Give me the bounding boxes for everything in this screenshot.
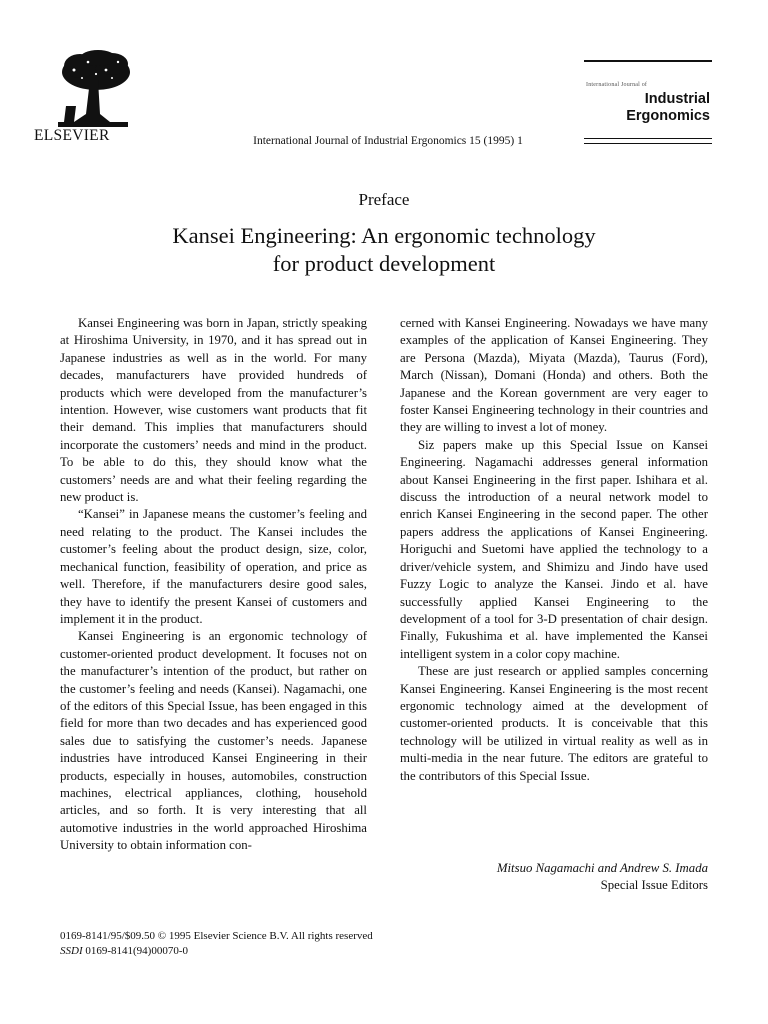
editor-signature [400, 860, 708, 895]
signature-role: Special Issue Editors [600, 878, 708, 893]
journal-name [626, 91, 710, 125]
publisher-name: ELSEVIER [34, 127, 110, 144]
article-title-line1: Kansei Engineering: An ergonomic technology [172, 223, 596, 248]
paragraph: Siz papers make up this Special Issue on Kansei Engineering. Nagamachi addresses general information about Kansei Engineering in the first paper. Ishihara et al. discuss the introduction of a neural network model to enrich Kansei Engineering in the second paper. The other papers address the applications of Kansei Engineering. Horiguchi and Suetomi have applied the technology to a driver/vehicle system, and Shimizu and Jindo have used Fuzzy Logic to analyze the Kansei. Jindo et al. have successfully applied Kansei Engineering to the development of a tool for 3-D presentation of chair design. Finally, Fukushima et al. have implemented the Kansei intelligent system in a color copy machine. [400, 437, 708, 661]
article-title-line2: for product development [272, 251, 496, 276]
paragraph: These are just research or applied samples concerning Kansei Engineering. Kansei Engineering is the most recent ergonomic technology aimed at the development of customer-oriented products. It is conceivable that this technology will be utilized in virtual reality as well as in multi-media in the near future. The editors are grateful to the contributors of this Special Issue. [400, 664, 708, 783]
footer-line1: 0169-8141/95/$09.50 © 1995 Elsevier Science B.V. All rights reserved [60, 930, 373, 942]
paragraph: Kansei Engineering was born in Japan, strictly speaking at Hiroshima University, in 1970, and it has spread out in Japanese industries as well as in the world. For many decades, manufacturers have provided hundreds of products which were developed from the manufacturer’s intention. However, wise customers want products that fit their demand. This implies that manufacturers should incorporate the customers’ needs and mind in the product. To be able to do this, they should know what the customers’ needs are and what their feeling regarding the new product is. [60, 316, 367, 505]
header-rule-top [584, 60, 712, 62]
elsevier-tree-logo-icon [52, 50, 136, 130]
journal-citation: International Journal of Industrial Ergonomics 15 (1995) 1 [253, 135, 523, 147]
ssdi-label: SSDI [60, 945, 83, 957]
article-label: Preface [358, 190, 410, 209]
signature-names: Mitsuo Nagamachi and Andrew S. Imada [496, 861, 708, 875]
journal-small-caption: International Journal of [586, 82, 648, 88]
body-right-column [400, 315, 708, 785]
header-rule-bottom-1 [584, 138, 712, 139]
article-title [0, 222, 768, 278]
paragraph: Kansei Engineering is an ergonomic technology of customer-oriented product development. It focuses not on the manufacturer’s intention of the product, but rather on the customer’s feeling and needs (Kansei). Nagamachi, one of the editors of this Special Issue, has been engaged in this field for more than two decades and has experienced good sales due to satisfying the customer’s needs. Japanese industries have introduced Kansei Engineering in their products, especially in houses, automobiles, construction machines, electrical appliances, clothing, household articles, and so forth. It is very interesting that all automotive industries in the world approached Hiroshima University to obtain information con- [60, 629, 367, 853]
paragraph: “Kansei” in Japanese means the customer’s feeling and need relating to the product. The Kansei includes the customer’s feeling about the product design, size, color, mechanical function, feasibility of operation, and price as well. Therefore, if the manufacturers desire good sales, they have to identify the present Kansei of customers and implement it in the product. [60, 507, 367, 626]
ssdi-number: 0169-8141(94)00070-0 [85, 945, 189, 957]
journal-name-line2: Ergonomics [626, 108, 710, 124]
journal-name-line1: Industrial [644, 91, 710, 107]
paragraph-continuation: cerned with Kansei Engineering. Nowadays we have many examples of the application of Kansei Engineering. They are Persona (Mazda), Miyata (Mazda), Taurus (Ford), March (Nissan), Domani (Honda) and others. Both the Japanese and the Korean government are very eager to foster Kansei Engineering technology in their countries and they are willing to invest a lot of money. [400, 316, 708, 435]
footer-copyright [60, 929, 373, 959]
footer-line2 [60, 944, 373, 959]
body-left-column [60, 315, 367, 855]
header-rule-bottom-2 [584, 143, 712, 144]
